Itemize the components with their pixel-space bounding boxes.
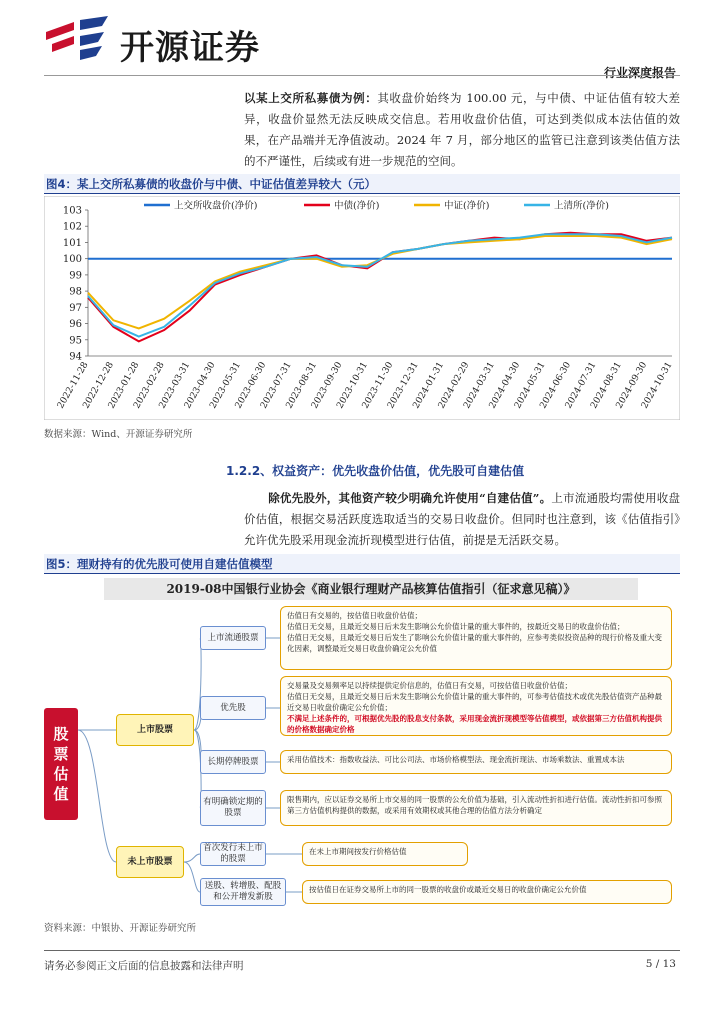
x-tick-label: 2024-08-31: [589, 360, 624, 411]
figure5-banner: 2019-08中国银行业协会《商业银行理财产品核算估值指引（征求意见稿）》: [104, 578, 638, 600]
footer-disclaimer: 请务必参阅正文后面的信息披露和法律声明: [44, 960, 244, 972]
y-tick-label: 98: [69, 286, 82, 298]
detail-bonus: 按估值日在证券交易所上市的同一股票的收盘价或最近交易日的收盘价确定公允价值: [302, 880, 672, 904]
leaf-suspended: 长期停牌股票: [200, 750, 266, 774]
leaf-ipo: 首次发行未上市的股票: [200, 842, 266, 866]
leaf-restricted: 有明确锁定期的股票: [200, 790, 266, 826]
leaf-listed-tradable: 上市流通股票: [200, 626, 266, 650]
y-tick-label: 100: [62, 254, 82, 266]
legend-label: 上清所(净价): [554, 200, 609, 212]
section-body: 上市流通股均需使用收盘价估值，根据交易活跃度选取适当的交易日收盘价。但同时也注意到，该《估值指引》允许优先股采用现金流折现模型进行估值，前提是无活跃交易。: [244, 491, 680, 547]
detail-suspended: 采用估值技术：指数收益法、可比公司法、市场价格模型法、现金流折现法、市场乘数法、重置成本法: [280, 750, 672, 774]
y-tick-label: 94: [69, 351, 82, 363]
x-tick-label: 2023-03-31: [157, 360, 193, 411]
logo-icon: [44, 16, 114, 66]
x-tick-label: 2024-07-31: [563, 360, 599, 411]
x-tick-label: 2023-04-30: [182, 360, 218, 411]
detail-line: 估值日无交易，且最近交易日后未发生影响公允价值计量的重大事件的，按最近交易日的收盘价估值；: [287, 622, 625, 631]
x-tick-label: 2024-05-31: [513, 360, 548, 411]
detail-ipo: 在未上市期间按发行价格估值: [302, 842, 468, 866]
x-tick-label: 2023-06-30: [233, 360, 269, 411]
leaf-preferred: 优先股: [200, 696, 266, 720]
x-tick-label: 2023-08-31: [284, 360, 320, 411]
y-tick-label: 102: [62, 221, 82, 233]
y-tick-label: 96: [69, 319, 82, 331]
x-tick-label: 2023-01-28: [106, 360, 142, 411]
branch-unlisted: 未上市股票: [116, 846, 184, 878]
x-tick-label: 2024-09-30: [614, 360, 650, 411]
x-tick-label: 2023-02-28: [132, 360, 167, 411]
x-tick-label: 2023-11-30: [360, 360, 396, 411]
y-tick-label: 99: [69, 270, 82, 282]
header-divider: [44, 75, 680, 76]
legend-label: 中证(净价): [444, 200, 490, 212]
detail-listed-tradable: [280, 606, 672, 670]
detail-line: 交易量及交易频率足以持续提供定价信息的，估值日有交易，可按估值日收盘价估值；: [287, 681, 572, 690]
x-tick-label: 2024-02-29: [436, 360, 472, 411]
detail-line: 估值日有交易的，按估值日收盘价估值；: [287, 611, 422, 620]
x-tick-label: 2023-12-31: [386, 360, 421, 411]
x-tick-label: 2024-06-30: [538, 360, 574, 411]
tree-root: 股票估值: [44, 708, 78, 820]
x-tick-label: 2023-09-30: [309, 360, 345, 411]
x-tick-label: 2023-07-31: [259, 360, 294, 411]
x-tick-label: 2024-03-31: [462, 360, 497, 411]
section-lead: 除优先股外，其他资产较少明确允许使用“自建估值”。: [268, 491, 552, 505]
y-tick-label: 97: [69, 302, 82, 314]
section-heading: [226, 462, 524, 479]
figure5-source: 资料来源：中银协、开源证券研究所: [44, 923, 197, 934]
leaf-bonus: 送股、转增股、配股和公开增发新股: [200, 878, 286, 906]
page-number: 5 / 13: [645, 958, 676, 970]
legend-label: 上交所收盘价(净价): [174, 200, 258, 212]
line-chart: [44, 196, 680, 420]
legend-label: 中债(净价): [334, 200, 380, 212]
x-tick-label: 2022-11-28: [55, 360, 91, 411]
report-type: 行业深度报告: [603, 66, 676, 80]
section-number: 1.2.2、: [226, 464, 273, 478]
intro-paragraph: [244, 88, 680, 172]
x-tick-label: 2023-05-31: [208, 360, 243, 411]
detail-line: 估值日无交易，且最近交易日后未发生影响公允价值计量的重大事件的，可参考估值技术或优先股估值资产品种最近交易日收盘价确定公允价值；: [287, 692, 662, 712]
detail-preferred: [280, 676, 672, 736]
detail-line: 估值日无交易，且最近交易日后发生了影响公允价值计量的重大事件的，应参考类似投资品种的现行价格及重大变化因素，调整最近交易日收盘价确定公允价值: [287, 633, 662, 653]
section-paragraph: [244, 488, 680, 551]
branch-listed: 上市股票: [116, 714, 194, 746]
detail-restricted: 限售期内，应以证券交易所上市交易的同一股票的公允价值为基础，引入流动性折扣进行估值。流动性折扣可参照第三方估值机构提供的数据，或采用有效期权或其他合理的估值方法分析确定: [280, 790, 672, 826]
x-tick-label: 2023-10-31: [335, 360, 370, 411]
footer-divider: [44, 950, 680, 951]
x-tick-label: 2024-10-31: [639, 360, 675, 411]
figure4-source: 数据来源：Wind、开源证券研究所: [44, 429, 193, 440]
x-tick-label: 2024-04-30: [487, 360, 523, 411]
y-tick-label: 101: [62, 237, 82, 249]
y-tick-label: 103: [62, 205, 82, 217]
intro-lead: 以某上交所私募债为例：: [244, 91, 378, 105]
figure5-title: 图5：理财持有的优先股可使用自建估值模型: [44, 554, 680, 574]
detail-line-highlight: 不满足上述条件的，可根据优先股的股息支付条款，采用现金流折现模型等估值模型，或依据第三方估值机构提供的价格数据确定价格: [287, 714, 662, 734]
intro-body: 其收盘价始终为 100.00 元，与中债、中证估值有较大差异，收盘价显然无法反映成交信息。若用收盘价估值，可达到类似成本法估值的效果，在产品端并无净值波动。2024 年 7 月，部分地区的监管已注意到该类估值方法的不严谨性，后续或有进一步规范的空间。: [244, 91, 680, 168]
x-tick-label: 2022-12-28: [81, 360, 116, 411]
section-title: 权益资产：优先收盘价估值，优先股可自建估值: [272, 464, 525, 478]
brand-name: 开源证券: [120, 28, 260, 68]
figure4-title: 图4：某上交所私募债的收盘价与中债、中证估值差异较大（元）: [44, 174, 680, 194]
x-tick-label: 2024-01-31: [411, 360, 447, 411]
y-tick-label: 95: [69, 335, 82, 347]
